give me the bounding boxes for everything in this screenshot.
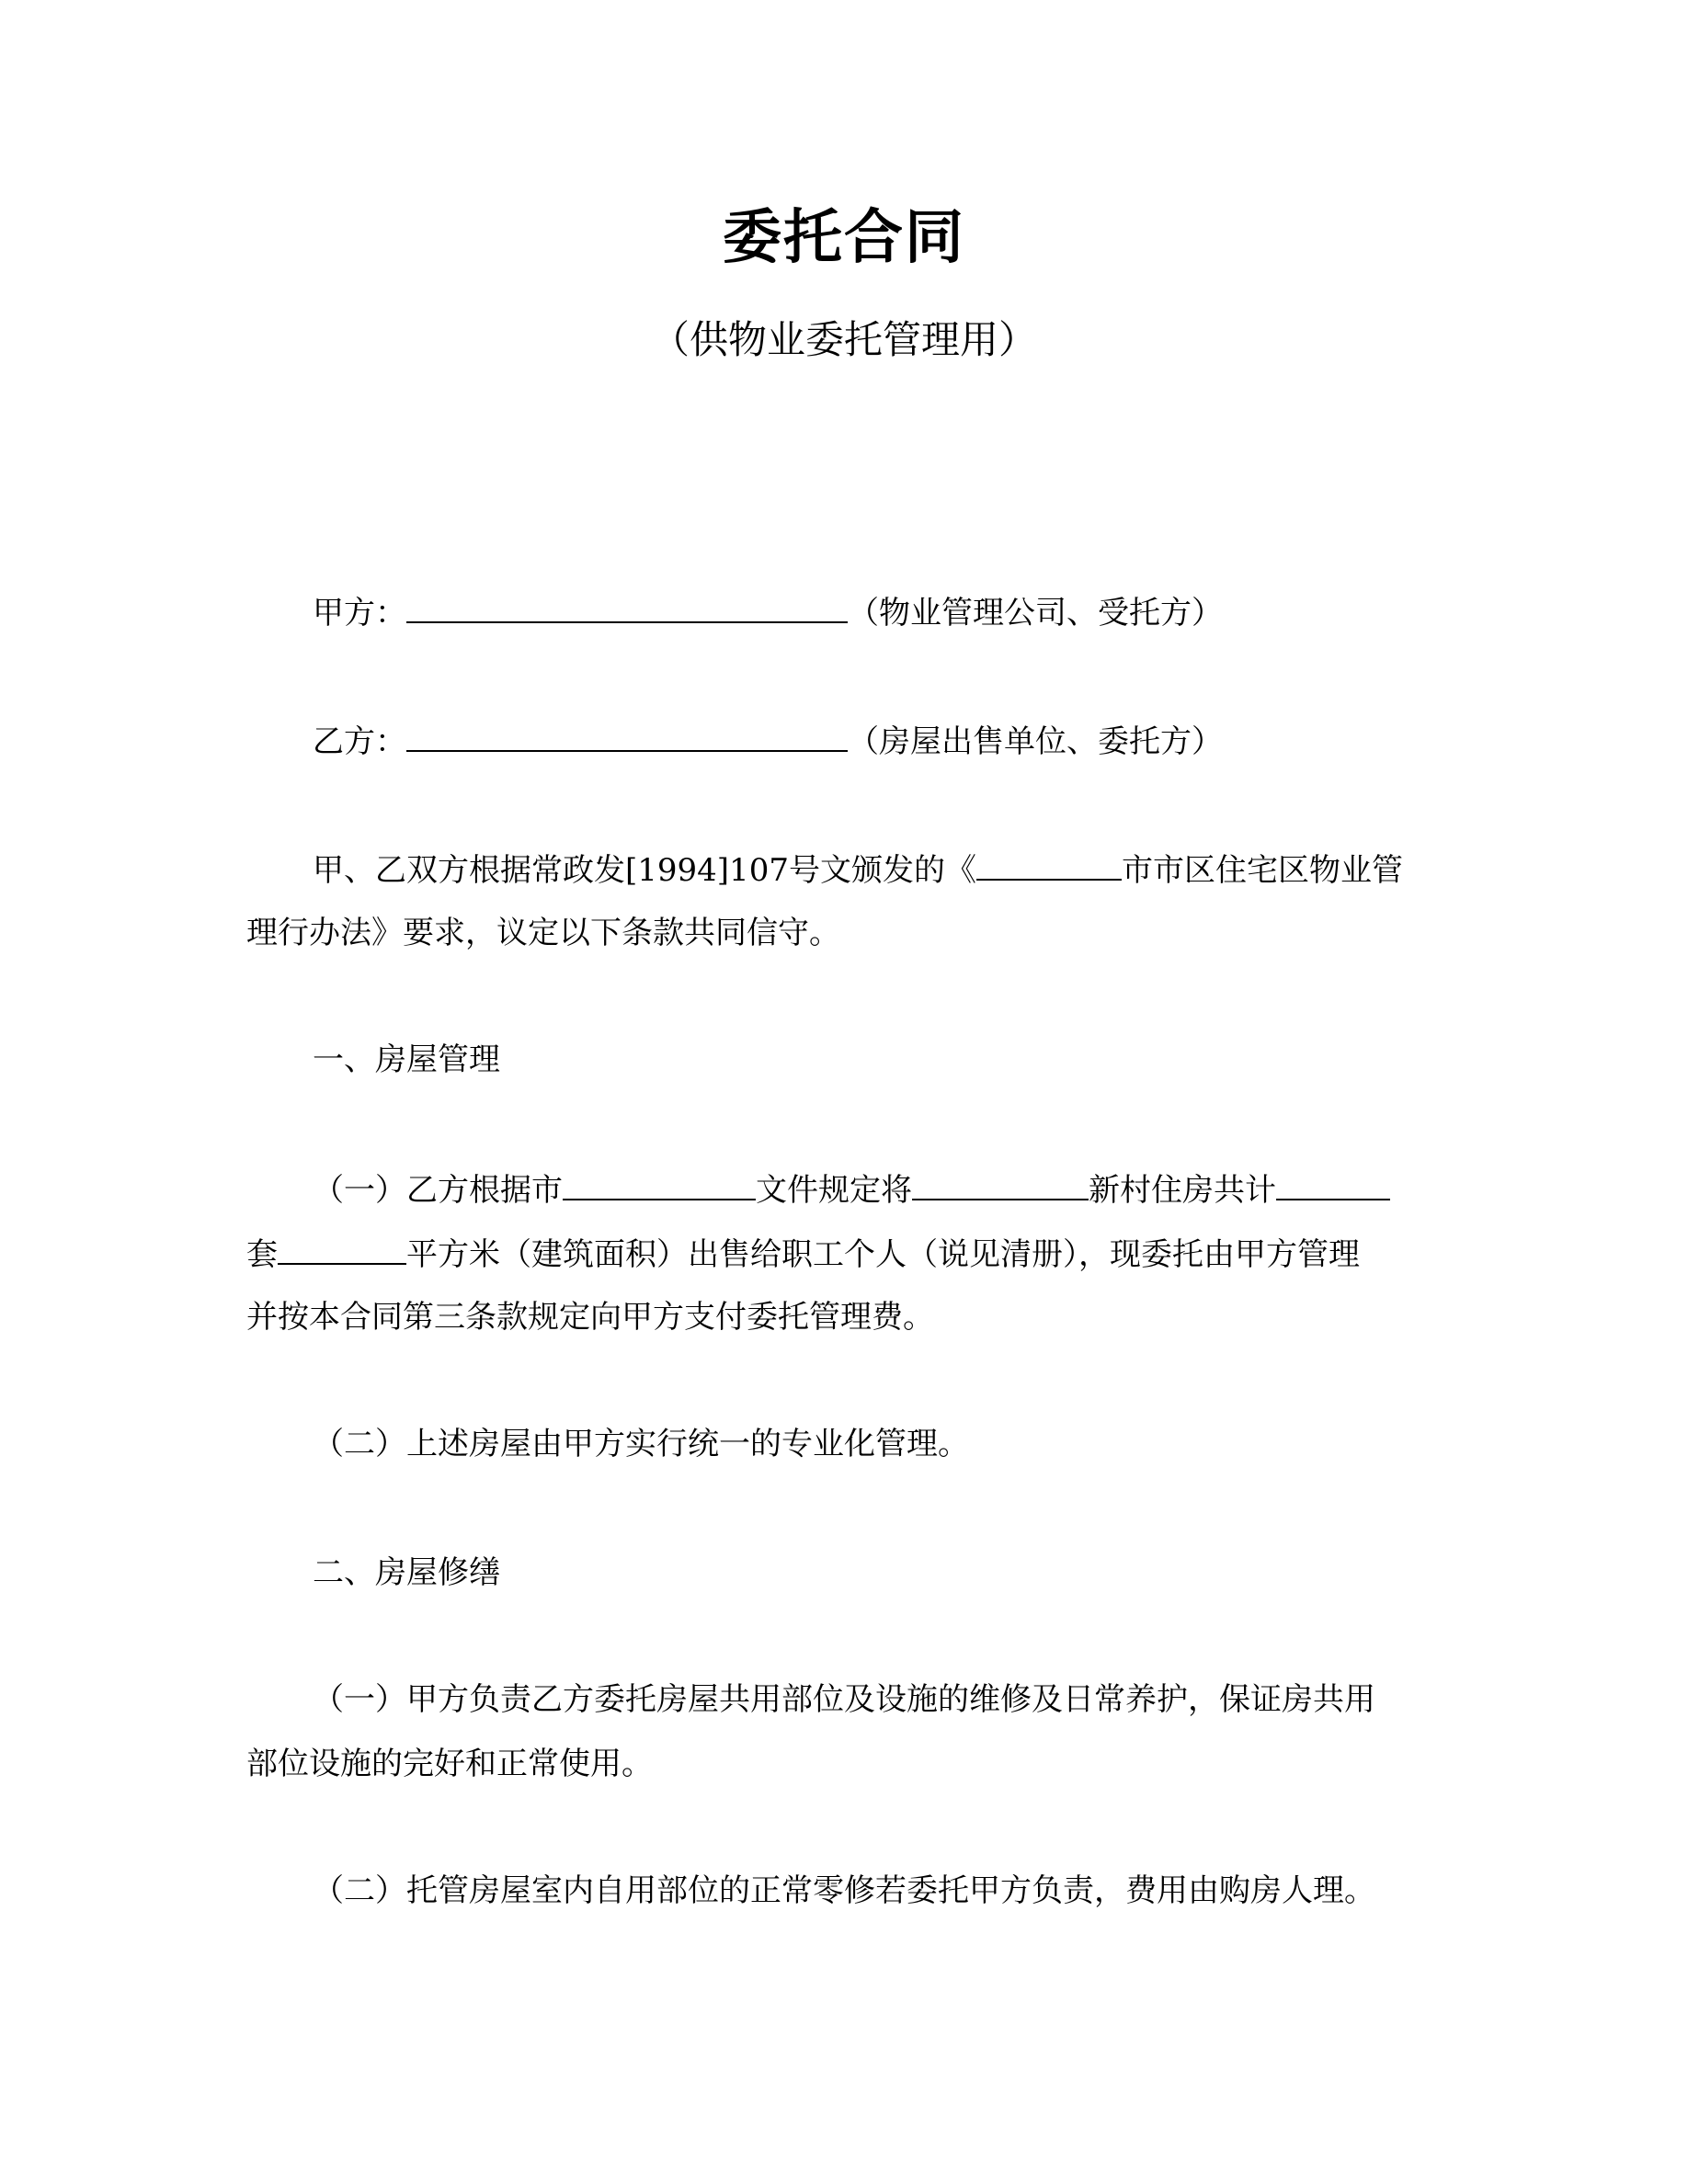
section-1-item-2: （二）上述房屋由甲方实行统一的专业化管理。 xyxy=(313,1426,969,1462)
party-a-blank xyxy=(406,588,848,623)
party-b-line xyxy=(313,717,1508,765)
area-blank xyxy=(278,1230,406,1265)
party-b-blank xyxy=(406,717,848,752)
party-a-note: （物业管理公司、受托方） xyxy=(848,595,1223,631)
preamble-text-1: 甲、乙双方根据常政发[1994]107号文颁发的《 xyxy=(313,852,976,889)
section-2-heading: 二、房屋修缮 xyxy=(313,1554,500,1591)
section-2-item-2: （二）托管房屋室内自用部位的正常零修若委托甲方负责，费用由购房人理。 xyxy=(313,1872,1375,1909)
item-text: （一）乙方根据市 xyxy=(313,1172,563,1209)
estate-blank xyxy=(912,1166,1089,1200)
item-text: 文件规定将 xyxy=(756,1172,912,1209)
item-text: 套 xyxy=(246,1236,278,1273)
units-blank xyxy=(1276,1166,1390,1200)
section-1-item-1-line-2 xyxy=(246,1230,1442,1278)
section-1-heading: 一、房屋管理 xyxy=(313,1041,500,1078)
party-a-label: 甲方： xyxy=(313,595,406,631)
item-text: 新村住房共计 xyxy=(1089,1172,1276,1209)
party-b-label: 乙方： xyxy=(313,723,406,760)
item-text: 平方米（建筑面积）出售给职工个人（说见清册），现委托由甲方管理 xyxy=(406,1236,1360,1273)
preamble-line-2: 理行办法》要求，议定以下条款共同信守。 xyxy=(246,915,840,951)
section-2-item-1-line-2: 部位设施的完好和正常使用。 xyxy=(246,1746,653,1782)
party-b-note: （房屋出售单位、委托方） xyxy=(848,723,1223,760)
document-subtitle: （供物业委托管理用） xyxy=(650,317,1037,362)
city-blank xyxy=(976,846,1122,881)
document-blank xyxy=(563,1166,756,1200)
section-1-item-1-line-3: 并按本合同第三条款规定向甲方支付委托管理费。 xyxy=(246,1299,934,1336)
preamble-text-2: 市市区住宅区物业管 xyxy=(1121,852,1403,889)
document-title: 委托合同 xyxy=(723,204,965,272)
preamble-line-1 xyxy=(313,846,1508,893)
section-2-item-1-line-1: （一）甲方负责乙方委托房屋共用部位及设施的维修及日常养护，保证房共用 xyxy=(313,1681,1375,1718)
section-1-item-1-line-1 xyxy=(313,1166,1508,1213)
party-a-line xyxy=(313,588,1508,636)
